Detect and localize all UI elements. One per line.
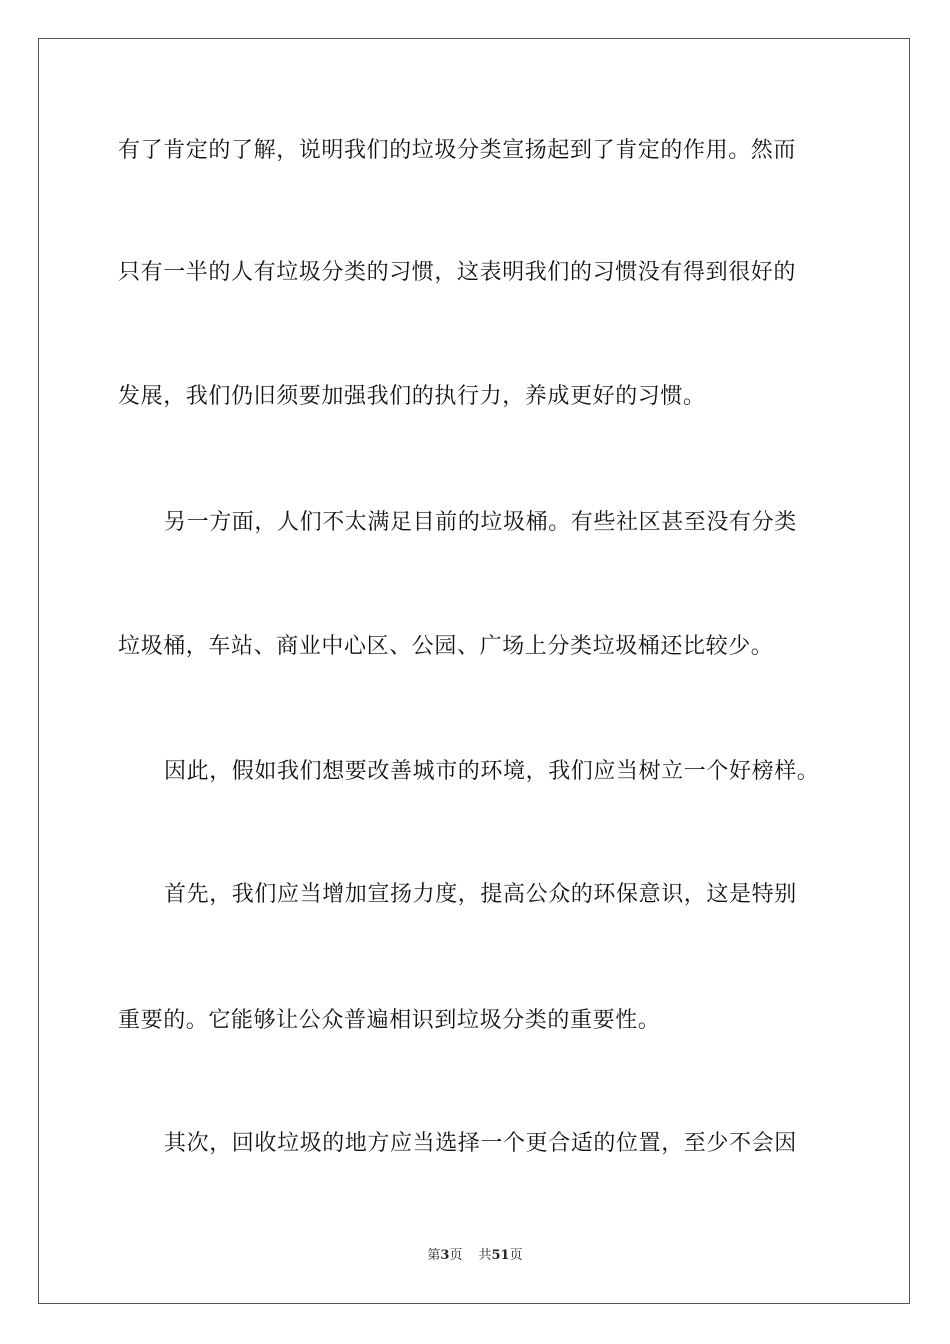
page-footer (0, 1247, 950, 1265)
footer-total-suffix: 页 (509, 1248, 523, 1263)
page-border (38, 38, 910, 1304)
body-line-4: 另一方面，人们不太满足目前的垃圾桶。有些社区甚至没有分类 (164, 510, 797, 535)
body-line-9: 其次，回收垃圾的地方应当选择一个更合适的位置，至少不会因 (164, 1131, 797, 1156)
footer-page-prefix: 第 (427, 1248, 441, 1263)
body-line-3: 发展，我们仍旧须要加强我们的执行力，养成更好的习惯。 (118, 384, 706, 409)
body-line-8: 重要的。它能够让公众普遍相识到垃圾分类的重要性。 (118, 1008, 661, 1033)
body-line-2: 只有一半的人有垃圾分类的习惯，这表明我们的习惯没有得到很好的 (118, 260, 797, 285)
body-line-5: 垃圾桶，车站、商业中心区、公园、广场上分类垃圾桶还比较少。 (118, 634, 774, 659)
footer-total-prefix: 共 (478, 1248, 492, 1263)
footer-page-number: 3 (440, 1248, 450, 1263)
body-line-7: 首先，我们应当增加宣扬力度，提高公众的环保意识，这是特别 (164, 882, 797, 907)
body-line-1: 有了肯定的了解，说明我们的垃圾分类宣扬起到了肯定的作用。然而 (118, 138, 797, 163)
footer-total-number: 51 (491, 1248, 510, 1263)
body-line-6: 因此，假如我们想要改善城市的环境，我们应当树立一个好榜样。 (164, 759, 820, 784)
footer-page-suffix: 页 (449, 1248, 463, 1263)
